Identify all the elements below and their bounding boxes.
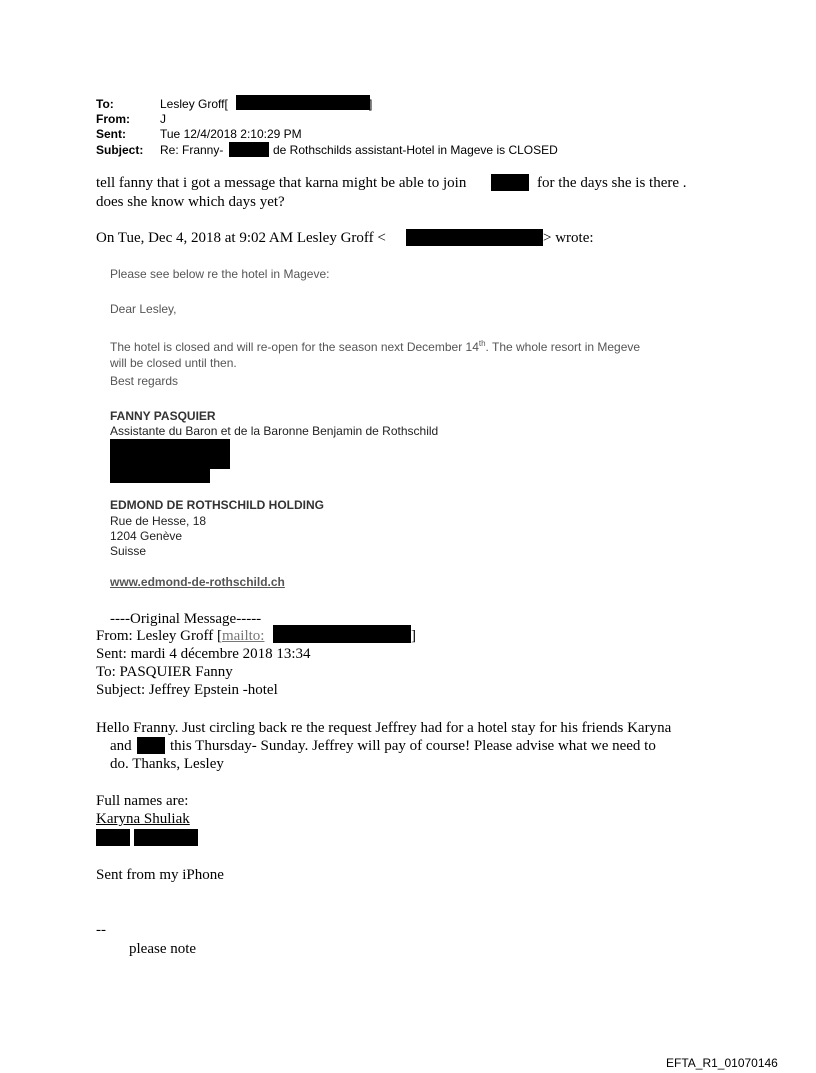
document-id: EFTA_R1_01070146 <box>666 1056 778 1070</box>
original-body1: Hello Franny. Just circling back re the request Jeffrey had for a hotel stay for his friends Karyna <box>96 720 672 736</box>
redaction-box <box>491 174 529 191</box>
website-link[interactable]: www.edmond-de-rothschild.ch <box>110 575 285 589</box>
signature-address-city: 1204 Genève <box>110 529 183 543</box>
redaction-box <box>229 142 269 157</box>
original-from-close: ] <box>411 628 416 644</box>
sent-label: Sent: <box>96 127 126 141</box>
reply-line1-b: for the days she is there . <box>537 175 687 191</box>
signature-company: EDMOND DE ROTHSCHILD HOLDING <box>110 498 324 512</box>
to-close: ] <box>369 97 373 111</box>
original-body2-a: and <box>110 738 132 754</box>
original-to: To: PASQUIER Fanny <box>96 664 233 680</box>
signature-name: FANNY PASQUIER <box>110 409 216 423</box>
sent-from-iphone: Sent from my iPhone <box>96 867 224 883</box>
redaction-box <box>110 468 210 483</box>
original-divider: ----Original Message----- <box>110 611 262 627</box>
full-names-label: Full names are: <box>96 793 189 809</box>
forward-regards: Best regards <box>110 374 179 388</box>
from-label: From: <box>96 112 130 126</box>
redaction-box <box>110 439 230 469</box>
redaction-box <box>134 829 198 846</box>
subject-label: Subject: <box>96 143 144 157</box>
redaction-box <box>406 229 543 246</box>
forward-body1: The hotel is closed and will re-open for the season next December 14th. The whole resort in Megeve <box>110 339 641 354</box>
original-body2-b: this Thursday- Sunday. Jeffrey will pay of course! Please advise what we need to <box>170 738 656 754</box>
sent-value: Tue 12/4/2018 2:10:29 PM <box>160 127 302 141</box>
original-from: From: Lesley Groff [mailto: <box>96 628 265 644</box>
quote-intro-pre: On Tue, Dec 4, 2018 at 9:02 AM Lesley Groff < <box>96 230 386 246</box>
original-sent: Sent: mardi 4 décembre 2018 13:34 <box>96 646 311 662</box>
original-body3: do. Thanks, Lesley <box>110 756 224 772</box>
redaction-box <box>236 95 373 111</box>
signature-dashes: -- <box>96 922 106 938</box>
reply-line2: does she know which days yet? <box>96 194 285 210</box>
quote-intro-post: > wrote: <box>543 230 594 246</box>
subject-pre: Re: Franny- <box>160 143 224 157</box>
reply-line1-a: tell fanny that i got a message that karna might be able to join <box>96 175 467 191</box>
from-value: J <box>160 112 166 126</box>
to-value: Lesley Groff[ <box>160 97 228 111</box>
forward-greeting: Dear Lesley, <box>110 302 177 316</box>
to-label: To: <box>96 97 114 111</box>
forward-body2: will be closed until then. <box>110 356 237 370</box>
signature-title: Assistante du Baron et de la Baronne Benjamin de Rothschild <box>110 424 439 438</box>
mailto-link[interactable]: mailto: <box>221 628 265 644</box>
redaction-box <box>273 625 411 643</box>
subject-post: de Rothschilds assistant-Hotel in Mageve is CLOSED <box>273 143 558 157</box>
full-name-1: Karyna Shuliak <box>96 811 190 827</box>
original-subject: Subject: Jeffrey Epstein -hotel <box>96 682 278 698</box>
signature-address-country: Suisse <box>110 544 147 558</box>
signature-address-street: Rue de Hesse, 18 <box>110 514 207 528</box>
please-note: please note <box>129 941 197 957</box>
redaction-box <box>137 737 165 754</box>
forward-line1: Please see below re the hotel in Mageve: <box>110 267 330 281</box>
redaction-box <box>96 829 130 846</box>
